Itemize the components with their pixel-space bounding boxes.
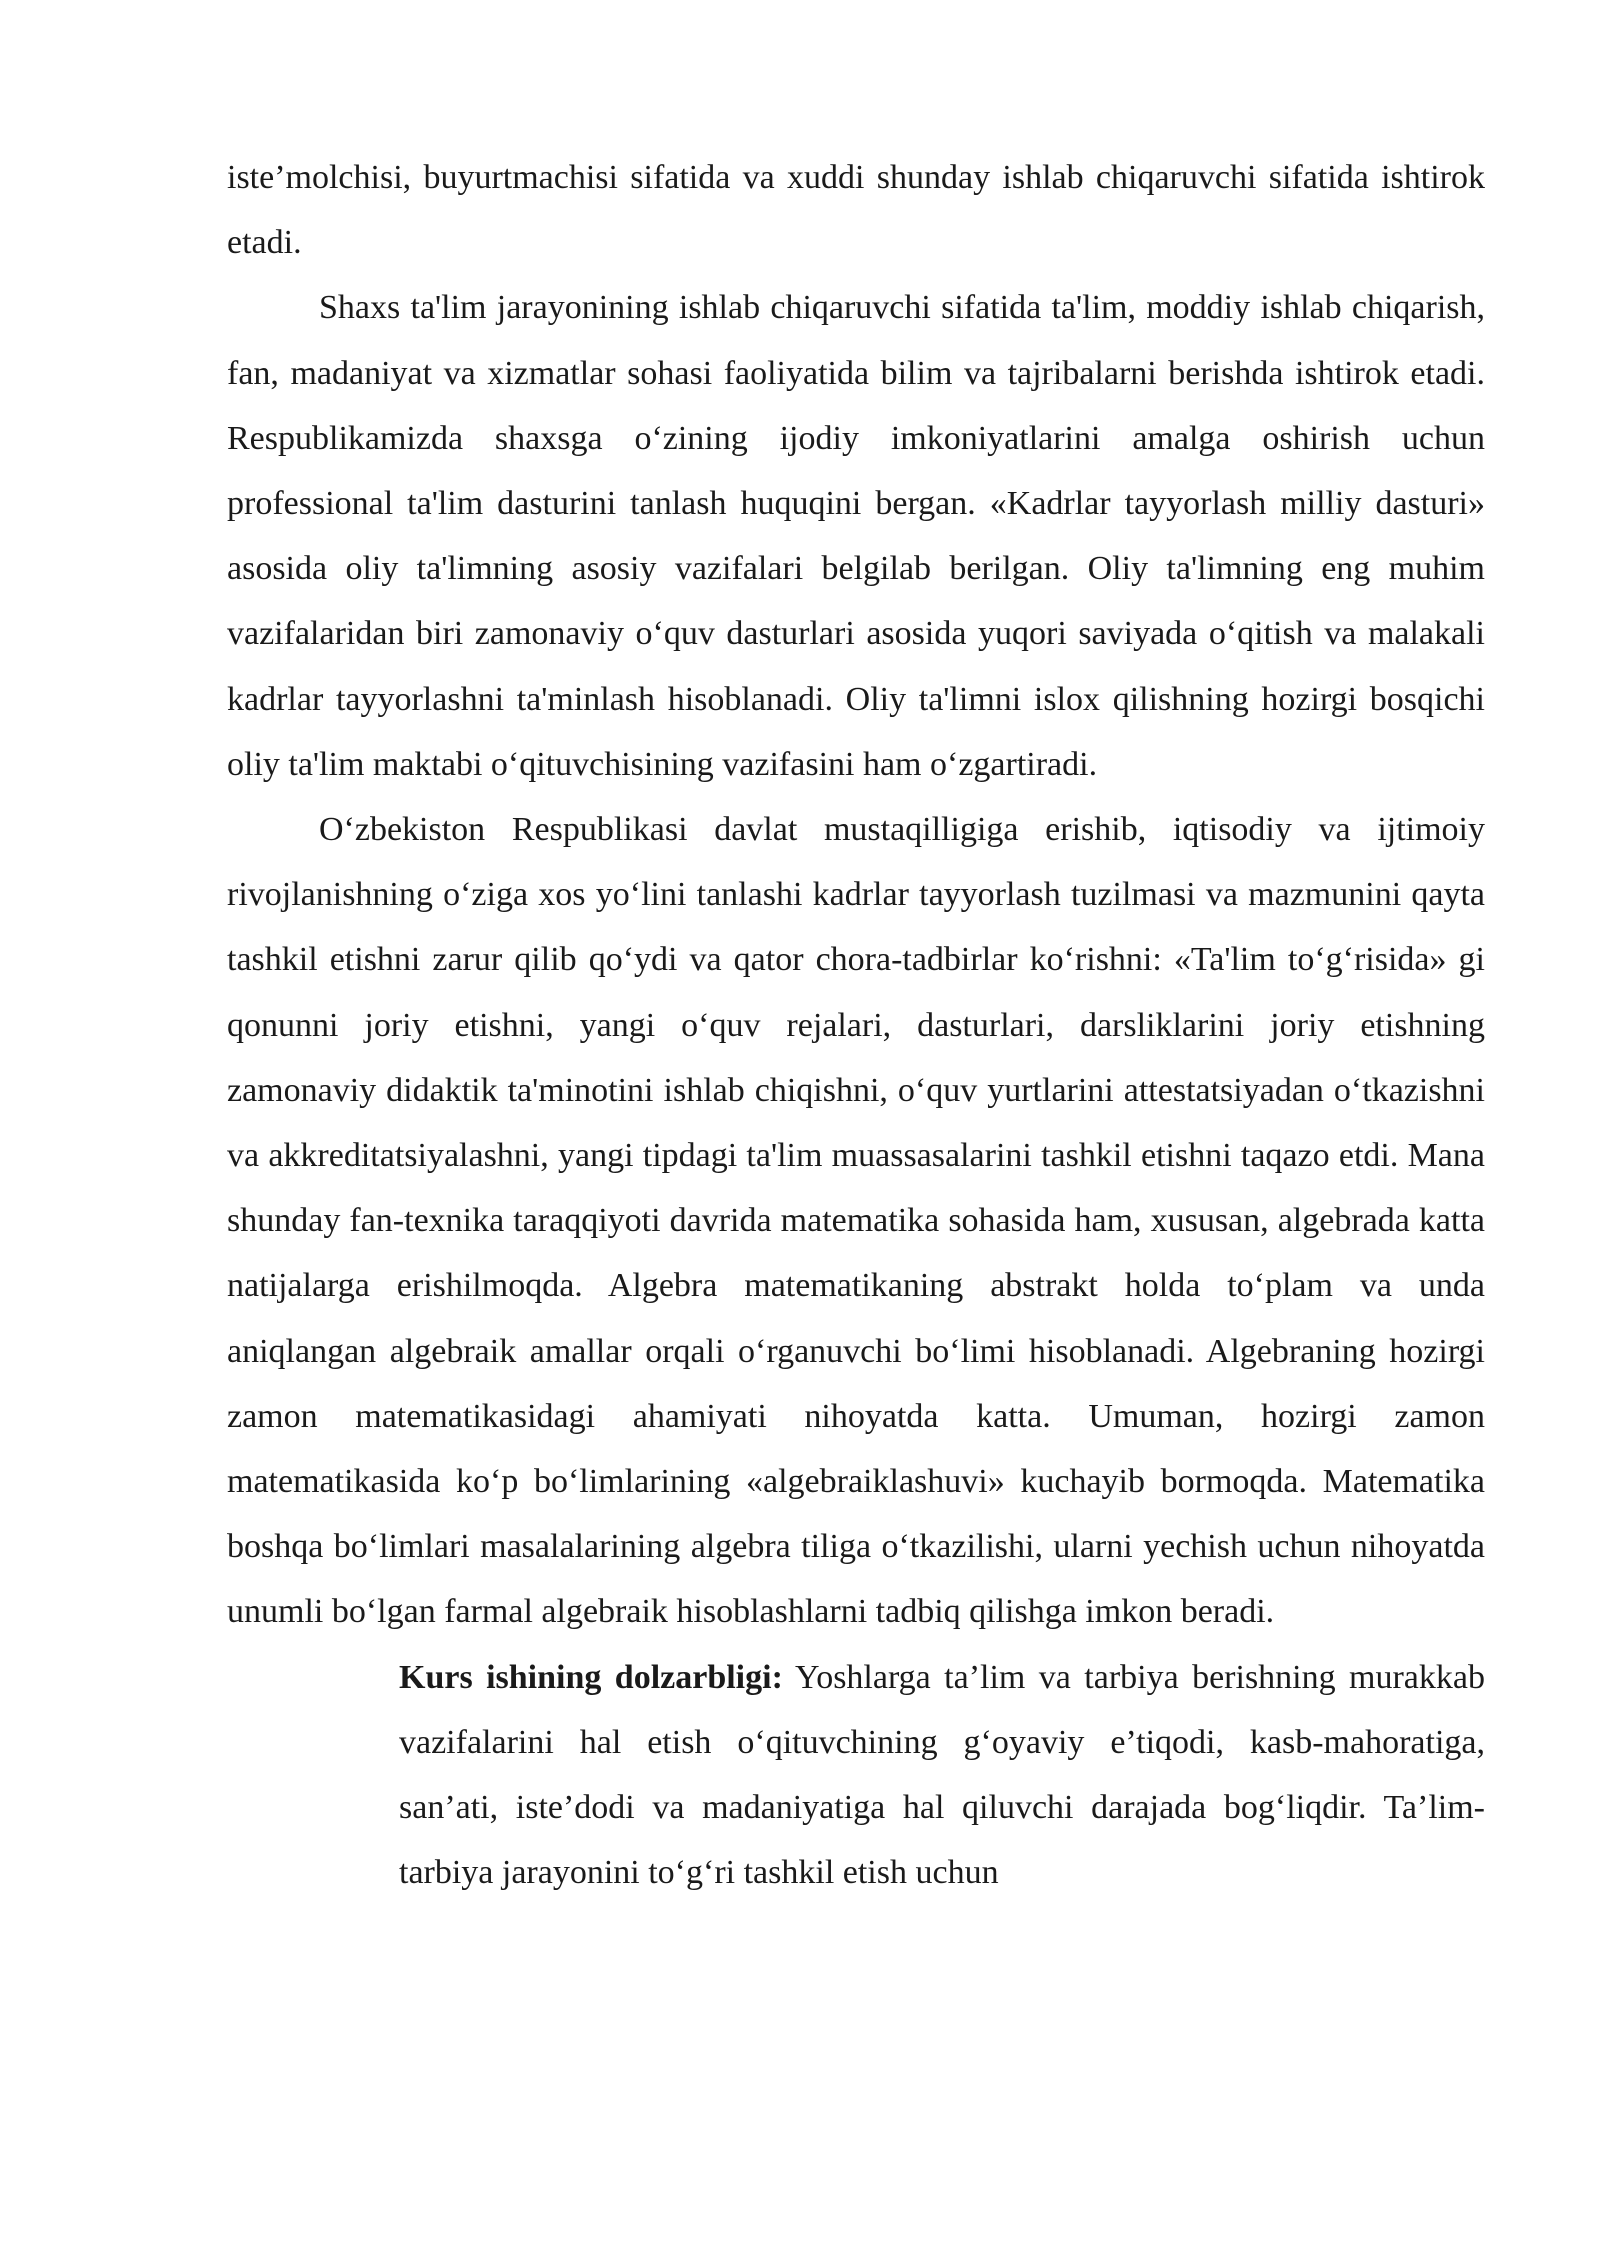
paragraph-continuation: iste’molchisi, buyurtmachisi sifatida va xuddi shunday ishlab chiqaruvchi sifatida ishtirok etadi.	[227, 159, 1485, 262]
paragraph-shaxs: Shaxs ta'lim jarayonining ishlab chiqaruvchi sifatida ta'lim, moddiy ishlab chiqarish, fan, madaniyat va xizmatlar sohasi faoliyatida bilim va tajribalarni berishda ishtirok etadi. Respublikamizda shaxsga o‘zining ijodiy imkoniyatlarini amalga oshirish uchun professional ta'lim dasturini tanlash huquqini bergan. «Kadrlar tayyorlash milliy dasturi» asosida oliy ta'limning asosiy vazifalari belgilab berilgan. Oliy ta'limning eng muhim vazifalaridan biri zamonaviy o‘quv dasturlari asosida yuqori saviyada o‘qitish va malakali kadrlar tayyorlashni ta'minlash hisoblanadi. Oliy ta'limni islox qilishning hozirgi bosqichi oliy ta'lim maktabi o‘qituvchisining vazifasini ham o‘zgartiradi.	[227, 289, 1485, 783]
document-body	[227, 145, 1485, 1905]
paragraph-relevance	[227, 1645, 1485, 1906]
paragraph-uzbekistan: O‘zbekiston Respublikasi davlat mustaqilligiga erishib, iqtisodiy va ijtimoiy rivojlanishning o‘ziga xos yo‘lini tanlashi kadrlar tayyorlash tuzilmasi va mazmunini qayta tashkil etishni zarur qilib qo‘ydi va qator chora-tadbirlar ko‘rishni: «Ta'lim to‘g‘risida» gi qonunni joriy etishni, yangi o‘quv rejalari, dasturlari, darsliklarini joriy etishning zamonaviy didaktik ta'minotini ishlab chiqishni, o‘quv yurtlarini attestatsiyadan o‘tkazishni va akkreditatsiyalashni, yangi tipdagi ta'lim muassasalarini tashkil etishni taqazo etdi. Mana shunday fan-texnika taraqqiyoti davrida matematika sohasida ham, xususan, algebrada katta natijalarga erishilmoqda. Algebra matematikaning abstrakt holda to‘plam va unda aniqlangan algebraik amallar orqali o‘rganuvchi bo‘limi hisoblanadi. Algebraning hozirgi zamon matematikasidagi ahamiyati nihoyatda katta. Umuman, hozirgi zamon matematikasida ko‘p bo‘limlarining «algebraiklashuvi» kuchayib bormoqda. Matematika boshqa bo‘limlari masalalarining algebra tiliga o‘tkazilishi, ularni yechish uchun nihoyatda unumli bo‘lgan farmal algebraik hisoblashlarni tadbiq qilishga imkon beradi.	[227, 811, 1485, 1631]
section-heading: Kurs ishining dolzarbligi:	[399, 1658, 783, 1696]
section-text: Yoshlarga ta’lim va tarbiya berishning murakkab vazifalarini hal etish o‘qituvchining g‘oyaviy e’tiqodi, kasb-mahoratiga, san’ati, iste’dodi va madaniyatiga hal qiluvchi darajada bog‘liqdir. Ta’lim-tarbiya jarayonini to‘g‘ri tashkil etish uchun	[399, 1658, 1485, 1892]
